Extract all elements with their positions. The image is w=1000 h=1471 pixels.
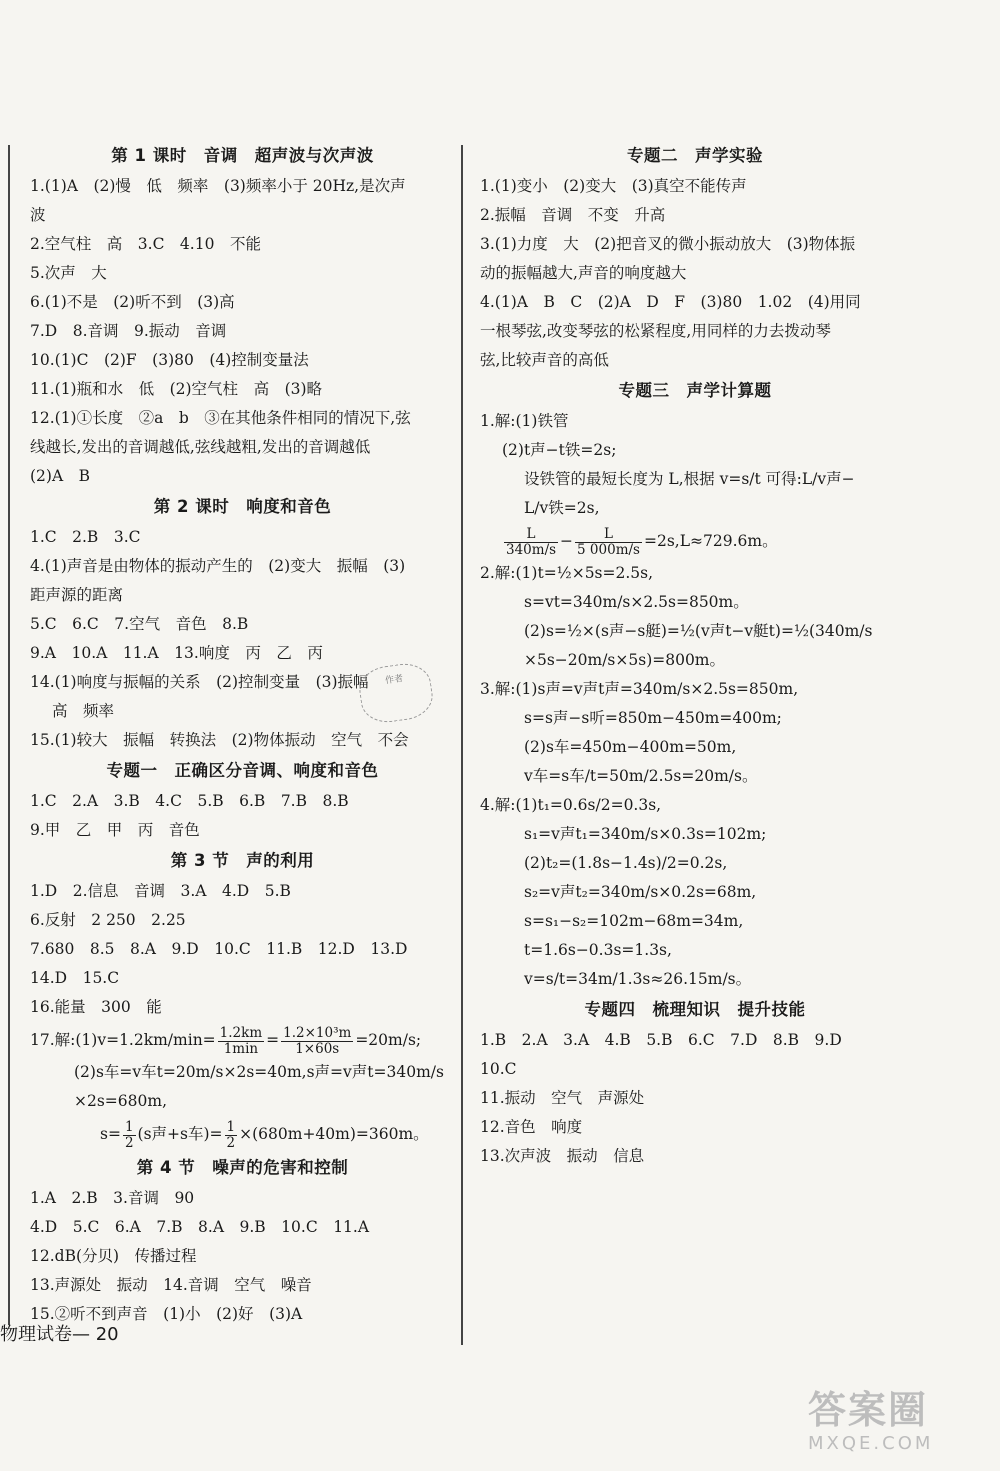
answer-line: 距声源的距离 (30, 586, 124, 604)
denominator: 2 (226, 1134, 236, 1151)
answer-line: s=s₁−s₂=102m−68m=34m, (524, 912, 744, 930)
answer-line: ×5s−20m/s×5s)=800m。 (524, 651, 726, 669)
formula-text: s= (100, 1125, 121, 1143)
fraction (225, 1120, 238, 1151)
numerator: 1.2×10³m (283, 1024, 352, 1041)
section-heading: 第 1 课时 音调 超声波与次声波 (111, 146, 374, 165)
formula-text: ×(680m+40m)=360m。 (239, 1125, 429, 1143)
formula-line: $\frac{L}{340m/s}$ − $\frac{L}{5 000m/s}$ =2s,L≈729.6m。 (506, 525, 778, 558)
answer-line: 12.dB(分贝) 传播过程 (30, 1247, 197, 1265)
answer-line: (2)t声−t铁=2s; (502, 441, 617, 459)
answer-line: 15.②听不到声音 (1)小 (2)好 (3)A (30, 1305, 303, 1323)
answer-line: 12.(1)①长度 ②a b ③在其他条件相同的情况下,弦 (30, 409, 411, 427)
answer-line: 1.(1)变小 (2)变大 (3)真空不能传声 (480, 177, 747, 195)
answer-line: 16.能量 300 能 (30, 998, 162, 1016)
answer-line: 13.次声波 振动 信息 (480, 1147, 645, 1165)
answer-line: 2.振幅 音调 不变 升高 (480, 206, 666, 224)
formula-text: (s声+s车)= (137, 1125, 223, 1143)
answer-line: 14.(1)响度与振幅的关系 (2)控制变量 (3)振幅 (30, 673, 369, 691)
answer-line: 2.空气柱 高 3.C 4.10 不能 (30, 235, 261, 253)
answer-line: 设铁管的最短长度为 L,根据 v=s/t 可得:L/v声− (524, 470, 855, 488)
answer-line: 1.A 2.B 3.音调 90 (30, 1189, 195, 1207)
denominator: 340m/s (506, 541, 557, 558)
section-heading: 专题一 正确区分音调、响度和音色 (106, 761, 379, 780)
answer-line: 1.解:(1)铁管 (480, 412, 569, 430)
answer-line: 1.D 2.信息 音调 3.A 4.D 5.B (30, 882, 291, 900)
answer-line: s=s声−s听=850m−450m=400m; (524, 709, 782, 727)
answer-line: 6.反射 2 250 2.25 (30, 911, 186, 929)
left-border-line (8, 145, 10, 1325)
ink-stamp: 作者 (356, 660, 435, 725)
site-watermark (808, 1388, 988, 1466)
formula-text: =2s,L≈729.6m。 (643, 532, 778, 550)
formula-text: = (266, 1031, 280, 1049)
answer-line: 13.声源处 振动 14.音调 空气 噪音 (30, 1276, 312, 1294)
denominator: 1min (223, 1040, 259, 1057)
answer-line: 高 频率 (52, 702, 115, 720)
denominator: 5 000m/s (577, 541, 640, 558)
fraction (504, 527, 558, 558)
page-footer: 物理试卷— 20 (0, 1324, 119, 1345)
answer-line: (2)s=½×(s声−s艇)=½(v声t−v艇t)=½(340m/s (524, 622, 873, 640)
answer-line: 10.C (480, 1060, 517, 1078)
watermark-logo-text: 答案圈 (808, 1388, 929, 1432)
answer-line: 7.D 8.音调 9.振动 音调 (30, 322, 227, 340)
denominator: 2 (124, 1134, 134, 1151)
answer-line: 4.(1)声音是由物体的振动产生的 (2)变大 振幅 (3) (30, 557, 406, 575)
answer-line: 1.(1)A (2)慢 低 频率 (3)频率小于 20Hz,是次声 (30, 177, 406, 195)
right-column (480, 140, 910, 1171)
answer-line: 14.D 15.C (30, 969, 120, 987)
numerator: 1 (226, 1118, 236, 1135)
answer-line: v车=s车/t=50m/2.5s=20m/s。 (524, 767, 758, 785)
answer-line: 3.解:(1)s声=v声t声=340m/s×2.5s=850m, (480, 680, 799, 698)
answer-line: (2)A B (30, 467, 91, 485)
answer-line: 9.甲 乙 甲 丙 音色 (30, 821, 200, 839)
answer-line: 7.680 8.5 8.A 9.D 10.C 11.B 12.D 13.D (30, 940, 408, 958)
answer-line: 9.A 10.A 11.A 13.响度 丙 乙 丙 (30, 644, 323, 662)
column-divider (461, 145, 463, 1345)
answer-line: (2)s车=v车t=20m/s×2s=40m,s声=v声t=340m/s (74, 1063, 444, 1081)
answer-line: 6.(1)不是 (2)听不到 (3)高 (30, 293, 235, 311)
denominator: 1×60s (295, 1040, 340, 1057)
answer-line: t=1.6s−0.3s=1.3s, (524, 941, 672, 959)
section-heading: 第 3 节 声的利用 (170, 851, 315, 870)
answer-line: v=s/t=34m/1.3s≈26.15m/s。 (524, 970, 752, 988)
answer-line: ×2s=680m, (74, 1092, 167, 1110)
answer-line: 10.(1)C (2)F (3)80 (4)控制变量法 (30, 351, 309, 369)
answer-line: 4.(1)A B C (2)A D F (3)80 1.02 (4)用同 (480, 293, 861, 311)
fraction (281, 1026, 353, 1057)
numerator: 1 (124, 1118, 134, 1135)
answer-line: 4.解:(1)t₁=0.6s/2=0.3s, (480, 796, 662, 814)
formula-line (30, 1022, 455, 1058)
numerator: L (575, 527, 642, 543)
answer-line: 2.解:(1)t=½×5s=2.5s, (480, 564, 654, 582)
section-heading: 第 4 节 噪声的危害和控制 (136, 1158, 349, 1177)
numerator: L (504, 527, 558, 543)
answer-line: 5.次声 大 (30, 264, 107, 282)
answer-line: 1.B 2.A 3.A 4.B 5.B 6.C 7.D 8.B 9.D (480, 1031, 842, 1049)
answer-line: 5.C 6.C 7.空气 音色 8.B (30, 615, 249, 633)
answer-line: (2)s车=450m−400m=50m, (524, 738, 737, 756)
answer-line: 动的振幅越大,声音的响度越大 (480, 264, 687, 282)
fraction (575, 527, 642, 558)
answer-line: 线越长,发出的音调越低,弦线越粗,发出的音调越低 (30, 438, 371, 456)
section-heading: 专题二 声学实验 (627, 146, 763, 165)
formula-text: =20m/s; (355, 1031, 422, 1049)
left-column (30, 140, 455, 1329)
answer-line: 11.(1)瓶和水 低 (2)空气柱 高 (3)略 (30, 380, 323, 398)
answer-line: 15.(1)较大 振幅 转换法 (2)物体振动 空气 不会 (30, 731, 409, 749)
answer-line: 12.音色 响度 (480, 1118, 583, 1136)
formula-line (30, 1116, 455, 1152)
section-heading: 专题四 梳理知识 提升技能 (584, 1000, 806, 1019)
numerator: 1.2km (219, 1024, 263, 1041)
section-heading: 专题三 声学计算题 (618, 381, 772, 400)
answer-line: 波 (30, 206, 46, 224)
answer-line: s₂=v声t₂=340m/s×0.2s=68m, (524, 883, 757, 901)
answer-line: 4.D 5.C 6.A 7.B 8.A 9.B 10.C 11.A (30, 1218, 370, 1236)
fraction (218, 1026, 264, 1057)
answer-line: 11.振动 空气 声源处 (480, 1089, 645, 1107)
answer-line: 一根琴弦,改变琴弦的松紧程度,用同样的力去拨动琴 (480, 322, 831, 340)
answer-line: 3.(1)力度 大 (2)把音叉的微小振动放大 (3)物体振 (480, 235, 856, 253)
section-heading: 第 2 课时 响度和音色 (153, 497, 332, 516)
answer-line: 弦,比较声音的高低 (480, 351, 609, 369)
fraction (123, 1120, 136, 1151)
answer-line: 1.C 2.B 3.C (30, 528, 141, 546)
answer-line: 1.C 2.A 3.B 4.C 5.B 6.B 7.B 8.B (30, 792, 349, 810)
answer-line: s₁=v声t₁=340m/s×0.3s=102m; (524, 825, 767, 843)
answer-line: s=vt=340m/s×2.5s=850m。 (524, 593, 749, 611)
watermark-url: MXQE.COM (808, 1433, 934, 1454)
formula-text: 17.解:(1)v=1.2km/min= (30, 1031, 216, 1049)
answer-line: (2)t₂=(1.8s−1.4s)/2=0.2s, (524, 854, 728, 872)
answer-line: L/v铁=2s, (524, 499, 600, 517)
